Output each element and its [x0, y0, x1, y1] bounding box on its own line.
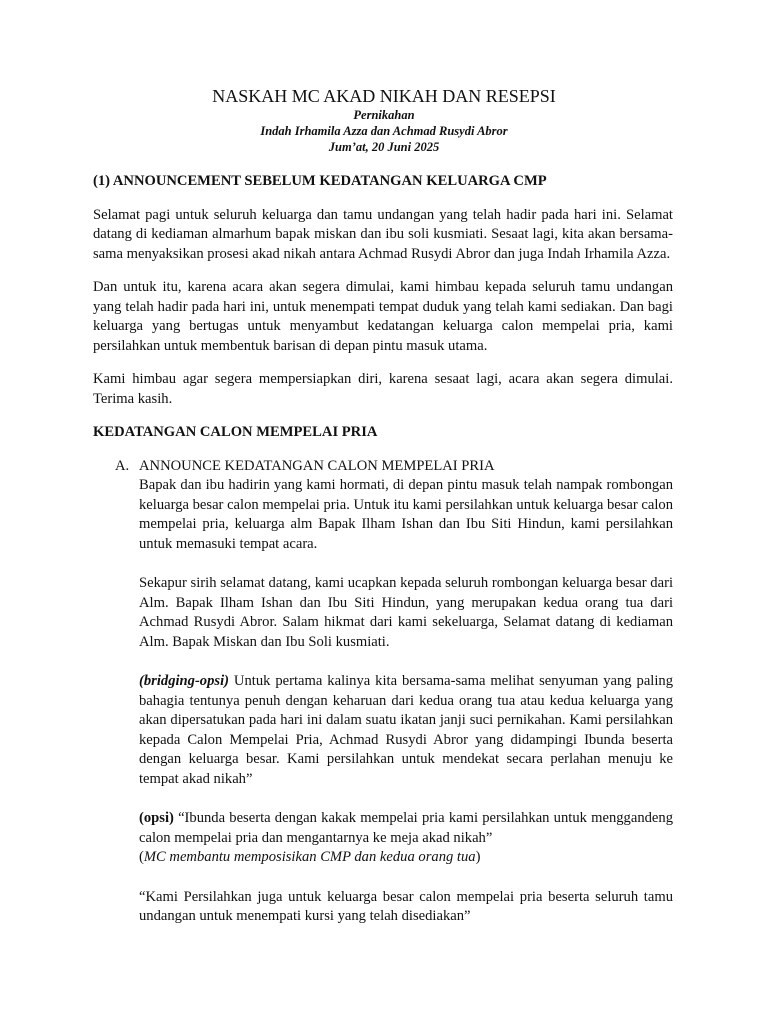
section-1-paragraph-3: Kami himbau agar segera mempersiapkan diri, karena sesaat lagi, acara akan segera dimulai. Terima kasih. — [93, 371, 673, 407]
section-2a-paragraph-4 — [139, 809, 673, 848]
subtitle-date: Jum’at, 20 Juni 2025 — [328, 140, 440, 154]
item-title: ANNOUNCE KEDATANGAN CALON MEMPELAI PRIA — [139, 457, 495, 474]
document-header — [0, 0, 768, 155]
section-2a — [93, 457, 673, 927]
section-2a-paragraph-3 — [139, 672, 673, 789]
section-1-paragraph-2: Dan untuk itu, karena acara akan segera dimulai, kami himbau kepada seluruh tamu undangan yang telah hadir pada hari ini, untuk menempati tempat duduk yang telah kami sediakan. Dan bagi keluarga yang bertugas untuk menyambut kedatangan keluarga calon mempelai pria, kami persilahkan untuk membentuk barisan di depan pintu masuk utama. — [93, 279, 673, 354]
section-1-heading: (1) ANNOUNCEMENT SEBELUM KEDATANGAN KELUARGA CMP — [93, 173, 547, 189]
mc-note-text: MC membantu memposisikan CMP dan kedua orang tua — [143, 849, 476, 865]
subtitle-event: Pernikahan — [353, 108, 415, 122]
bridging-opsi-label: (bridging-opsi) — [139, 673, 229, 689]
subtitle-couple: Indah Irhamila Azza dan Achmad Rusydi Abror — [260, 124, 508, 138]
section-2-heading: KEDATANGAN CALON MEMPELAI PRIA — [93, 424, 378, 440]
item-label: A. — [115, 457, 130, 474]
section-2a-paragraph-2: Sekapur sirih selamat datang, kami ucapkan kepada seluruh rombongan keluarga besar dari Alm. Bapak Ilham Ishan dan Ibu Siti Hindun, yang merupakan kedua orang tua dari Achmad Rusydi Abror. Salam hikmat dari kami sekeluarga, Selamat datang di kediaman Alm. Bapak Miskan dan Ibu Soli kusmiati. — [139, 575, 673, 650]
section-2a-paragraph-5: “Kami Persilahkan juga untuk keluarga besar calon mempelai pria beserta seluruh tamu undangan untuk menempati kursi yang telah disediakan” — [139, 888, 673, 924]
opsi-text: “Ibunda beserta dengan kakak mempelai pria kami persilahkan untuk menggandeng calon mempelai pria dan mengantarnya ke meja akad nikah” — [139, 810, 673, 846]
document-title: NASKAH MC AKAD NIKAH DAN RESEPSI — [212, 86, 556, 106]
section-1-paragraph-1: Selamat pagi untuk seluruh keluarga dan tamu undangan yang telah hadir pada hari ini. Selamat datang di kediaman almarhum bapak miskan dan ibu soli kusmiati. Sesaat lagi, kita akan bersama-sama menyaksikan prosesi akad nikah antara Achmad Rusydi Abror dan juga Indah Irhamila Azza. — [93, 206, 673, 262]
mc-note: (MC membantu memposisikan CMP dan kedua orang tua) — [139, 849, 481, 865]
document-body — [93, 172, 673, 927]
bridging-opsi-text: Untuk pertama kalinya kita bersama-sama melihat senyuman yang paling bahagia tentunya penuh dengan keharuan dari kedua orang tua atau kedua keluarga yang akan dipersatukan pada hari ini dalam suatu ikatan janji suci pernikahan. Kami persilahkan kepada Calon Mempelai Pria, Achmad Rusydi Abror yang didampingi Ibunda beserta dengan keluarga besar. Kami persilahkan untuk mendekat secara perlahan menuju ke tempat akad nikah” — [139, 673, 673, 787]
section-2a-paragraph-1: Bapak dan ibu hadirin yang kami hormati, di depan pintu masuk telah nampak rombongan keluarga besar calon mempelai pria. Untuk itu kami persilahkan untuk keluarga besar calon mempelai pria, keluarga alm Bapak Ilham Ishan dan Ibu Siti Hindun, kami persilahkan untuk memasuki tempat acara. — [139, 477, 673, 552]
opsi-label: (opsi) — [139, 810, 174, 826]
